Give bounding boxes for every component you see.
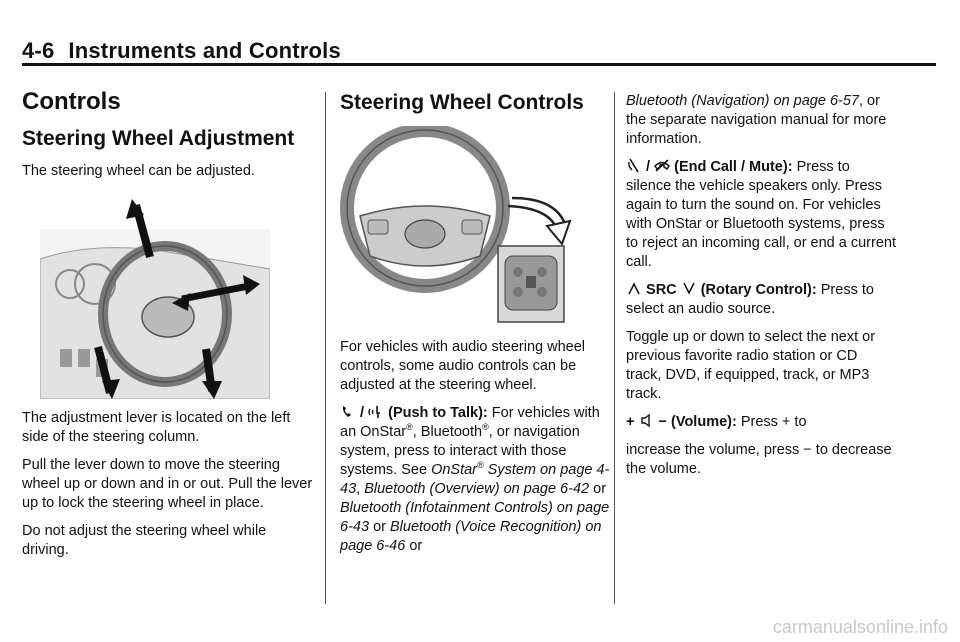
push-to-talk-description: / (Push to Talk): For vehicles with an OnStar®, Bluetooth®, or navigation system, press to interact with those systems. See OnStar® System on page 4-43, Bluetooth (Overview) on page 6-42 or Bluetooth (Infotainment Controls) on page 6-43 or Bluetooth (Voice Recognition) on page 6-46 or [340, 405, 610, 554]
header-rule [22, 63, 936, 66]
rotary-control-label: (Rotary Control): [700, 282, 817, 298]
rotary-down-icon [681, 281, 697, 296]
page-number: 4-6 [22, 38, 55, 63]
steering-wheel-controls-illustration [340, 126, 580, 324]
watermark: carmanualsonline.info [772, 617, 948, 637]
column-divider [325, 92, 326, 604]
end-call-label: (End Call / Mute): [674, 159, 793, 175]
bluetooth-overview-link[interactable]: Bluetooth (Overview) on page 6-42 [364, 481, 590, 497]
end-call-icon [654, 158, 670, 173]
audio-controls-intro: For vehicles with audio steering wheel controls, some audio controls can be adjusted at the steering wheel. [340, 339, 586, 393]
push-text: For vehicles with an OnStar [340, 405, 600, 440]
lever-instructions-text: Pull the lever down to move the steering wheel up or down and in or out. Pull the lever up to lock the steering wheel in place. [22, 457, 313, 511]
or-text: or [593, 481, 607, 497]
src-text: Press to select an audio source. [626, 282, 874, 317]
section-title: Instruments and Controls [68, 38, 341, 63]
end-call-text: Press to silence the vehicle speakers only. Press again to turn the sound on. For vehicles with OnStar or Bluetooth systems, press to reject an incoming call, or end a current call. [626, 159, 896, 270]
push-text: , or navigation system, press to interact with those systems. See [340, 424, 580, 478]
steering-controls-heading: Steering Wheel Controls [340, 91, 584, 114]
or-text: or [373, 519, 386, 535]
src-label: SRC [646, 282, 677, 298]
volume-description-cont: increase the volume, press − to decrease the volume. [626, 442, 892, 477]
phone-icon [340, 404, 356, 419]
registered-mark: ® [482, 422, 489, 433]
lever-location-text: The adjustment lever is located on the left side of the steering column. [22, 410, 291, 445]
volume-plus: + [626, 414, 635, 430]
steering-adjustment-heading: Steering Wheel Adjustment [22, 127, 295, 150]
rotary-up-icon [626, 281, 642, 296]
volume-icon [639, 413, 655, 428]
voice-recognition-icon [368, 404, 384, 419]
src-description [626, 281, 896, 319]
column-divider [614, 92, 615, 604]
bluetooth-voice-link[interactable]: Bluetooth (Voice Recognition) on page 6-46 [340, 519, 602, 554]
volume-label: − (Volume): [658, 414, 737, 430]
bluetooth-infotainment-link[interactable]: Bluetooth (Infotainment Controls) on page 6-43 [340, 500, 610, 535]
or-text: or [409, 538, 423, 554]
navigation-reference [626, 92, 896, 149]
intro-text: The steering wheel can be adjusted. [22, 163, 255, 179]
toggle-description: Toggle up or down to select the next or previous favorite radio station or CD track, DVD, if equipped, track, or MP3 track. [626, 329, 876, 402]
navigation-text: , or the separate navigation manual for more information. [626, 93, 887, 147]
controls-heading: Controls [22, 88, 121, 115]
push-text: , Bluetooth [412, 424, 483, 440]
registered-mark: ® [406, 422, 413, 433]
volume-description [626, 413, 896, 432]
volume-text: Press + to [740, 414, 807, 430]
column-1 [22, 80, 314, 569]
bluetooth-navigation-link[interactable]: Bluetooth (Navigation) on page 6-57 [626, 93, 859, 109]
column-2 [340, 80, 612, 565]
onstar-reference-link[interactable]: OnStar® System on page 4-43 [340, 460, 610, 497]
column-3 [626, 92, 896, 488]
page-header [22, 38, 355, 64]
comma: , [356, 481, 361, 497]
mute-icon [626, 158, 642, 173]
end-call-description: / (End Call / Mute): Press to silence the vehicle speakers only. Press again to turn the sound on. For vehicles with OnStar or Bluetooth systems, press to reject an incoming call, or end a current call. [626, 159, 896, 270]
push-to-talk-label: (Push to Talk): [388, 405, 488, 421]
warning-text: Do not adjust the steering wheel while driving. [22, 523, 267, 558]
steering-adjustment-illustration [40, 199, 270, 399]
